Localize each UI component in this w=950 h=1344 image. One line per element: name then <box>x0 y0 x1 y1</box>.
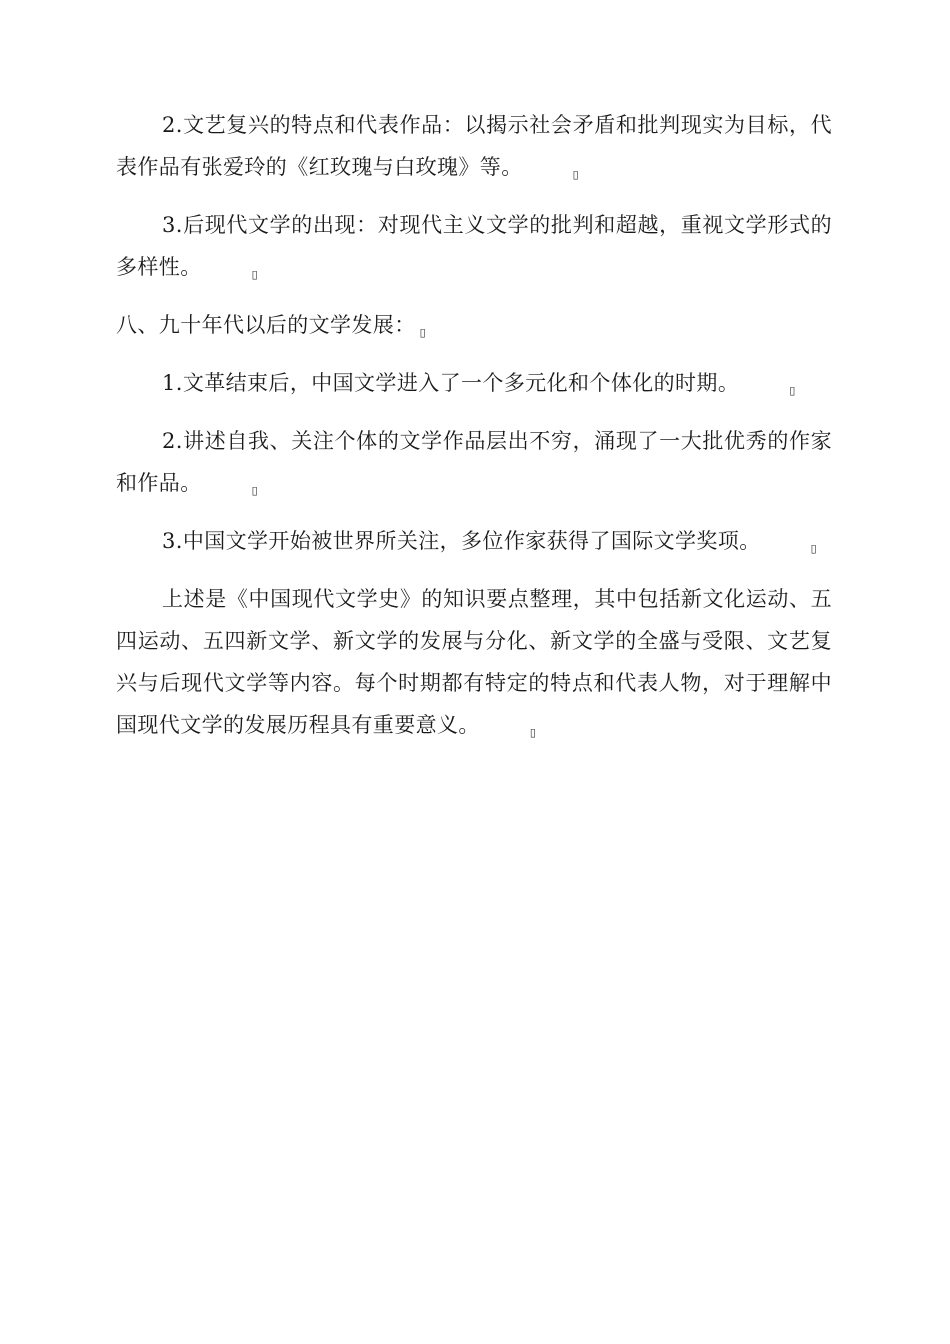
paragraph-text: 八、九十年代以后的文学发展： <box>116 313 416 337</box>
item-world-attention <box>116 520 832 562</box>
paragraph-mark-icon: ▯ <box>789 384 796 397</box>
summary-paragraph <box>116 578 832 746</box>
paragraph-text: 3.中国文学开始被世界所关注，多位作家获得了国际文学奖项。 <box>162 529 761 553</box>
paragraph-mark-icon: ▯ <box>251 268 259 281</box>
paragraph-mark-icon: ▯ <box>419 326 427 339</box>
paragraph-text: 2.文艺复兴的特点和代表作品：以揭示社会矛盾和批判现实为目标，代表作品有张爱玲的《红玫瑰与白玫瑰》等。 <box>116 113 832 179</box>
item-postmodern-emergence <box>116 204 832 288</box>
paragraph-text: 1.文革结束后，中国文学进入了一个多元化和个体化的时期。 <box>162 371 740 395</box>
item-post-cultural-revolution <box>116 362 832 404</box>
item-renaissance-features <box>116 104 832 188</box>
item-individual-works <box>116 420 832 504</box>
paragraph-text: 2.讲述自我、关注个体的文学作品层出不穷，涌现了一大批优秀的作家和作品。 <box>116 429 832 495</box>
paragraph-text: 3.后现代文学的出现：对现代主义文学的批判和超越，重视文学形式的多样性。 <box>116 213 832 279</box>
paragraph-mark-icon: ▯ <box>810 542 818 555</box>
section-heading-eighties-nineties <box>116 304 832 346</box>
paragraph-mark-icon: ▯ <box>572 168 580 181</box>
paragraph-mark-icon: ▯ <box>251 484 259 497</box>
paragraph-mark-icon: ▯ <box>529 726 537 739</box>
paragraph-text: 上述是《中国现代文学史》的知识要点整理，其中包括新文化运动、五四运动、五四新文学、新文学的发展与分化、新文学的全盛与受限、文艺复兴与后现代文学等内容。每个时期都有特定的特点和代表人物，对于理解中国现代文学的发展历程具有重要意义。 <box>116 587 832 737</box>
document-body <box>116 104 832 762</box>
